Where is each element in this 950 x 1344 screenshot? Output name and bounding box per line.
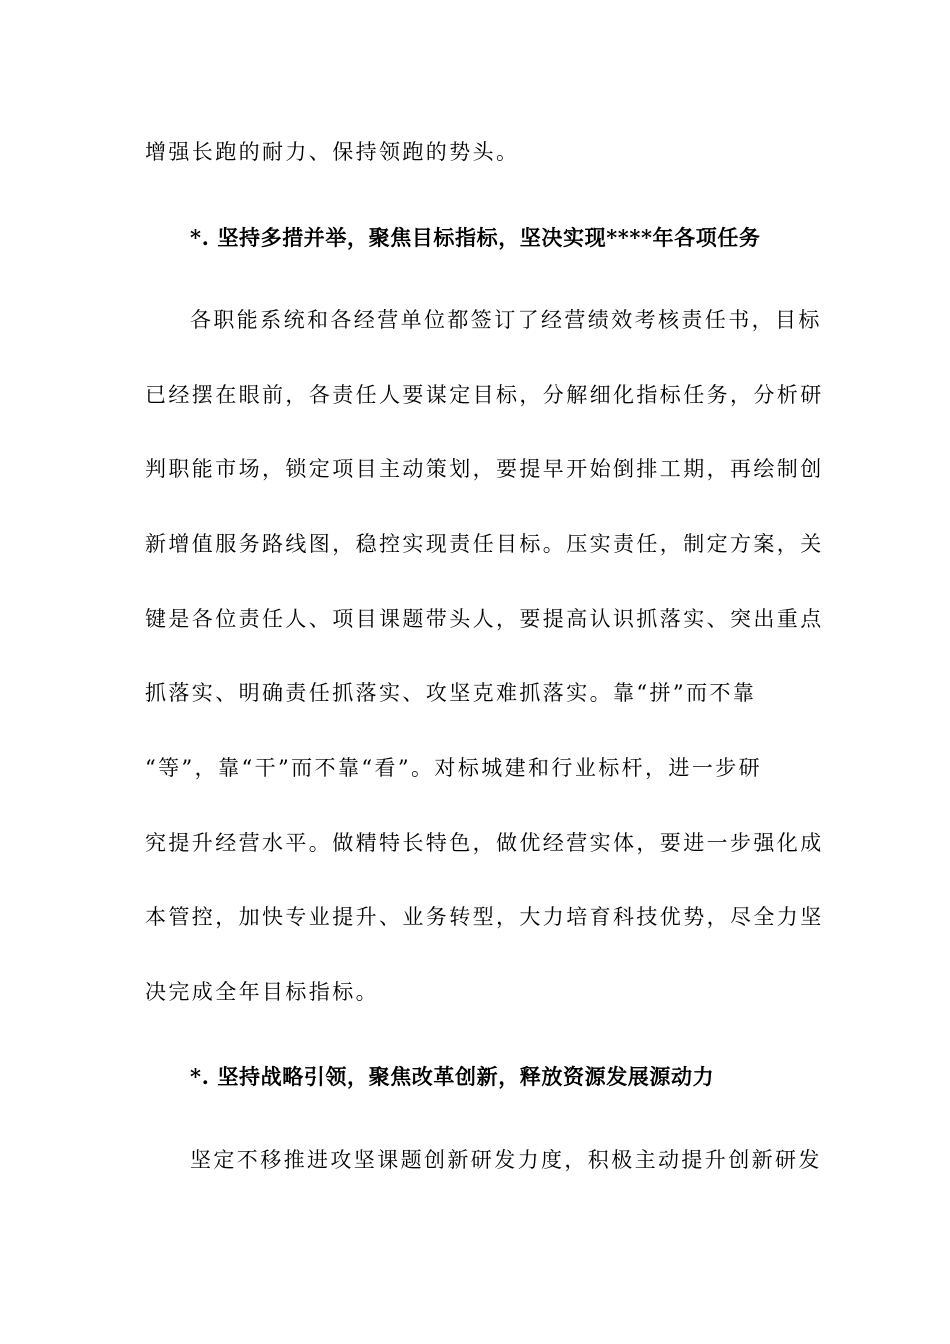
- section-heading: *. 坚持多措并举，聚焦目标指标，坚决实现****年各项任务: [190, 225, 761, 250]
- paragraph-line: 坚定不移推进攻坚课题创新研发力度，积极主动提升创新研发: [190, 1148, 822, 1172]
- paragraph-line: 增强长跑的耐力、保持领跑的势头。: [145, 140, 520, 164]
- paragraph-line: 抓落实、明确责任抓落实、攻坚克难抓落实。靠“拼”而不靠: [145, 681, 757, 705]
- paragraph-line: 究提升经营水平。做精特长特色，做优经营实体，要进一步强化成: [145, 831, 824, 855]
- paragraph-line: 决完成全年目标指标。: [145, 980, 379, 1004]
- paragraph-line: 各职能系统和各经营单位都签订了经营绩效考核责任书，目标: [190, 308, 822, 332]
- paragraph-line: 本管控，加快专业提升、业务转型，大力培育科技优势，尽全力坚: [145, 905, 824, 929]
- paragraph-line: 键是各位责任人、项目课题带头人，要提高认识抓落实、突出重点: [145, 607, 824, 631]
- paragraph-line: 已经摆在眼前，各责任人要谋定目标，分解细化指标任务，分析研: [145, 383, 824, 407]
- paragraph-line: “等”，靠“干”而不靠“看”。对标城建和行业标杆，进一步研: [145, 756, 763, 780]
- section-heading: *. 坚持战略引领，聚焦改革创新，释放资源发展源动力: [190, 1064, 715, 1089]
- paragraph-line: 判职能市场，锁定项目主动策划，要提早开始倒排工期，再绘制创: [145, 457, 824, 481]
- paragraph-line: 新增值服务路线图，稳控实现责任目标。压实责任，制定方案，关: [145, 532, 824, 556]
